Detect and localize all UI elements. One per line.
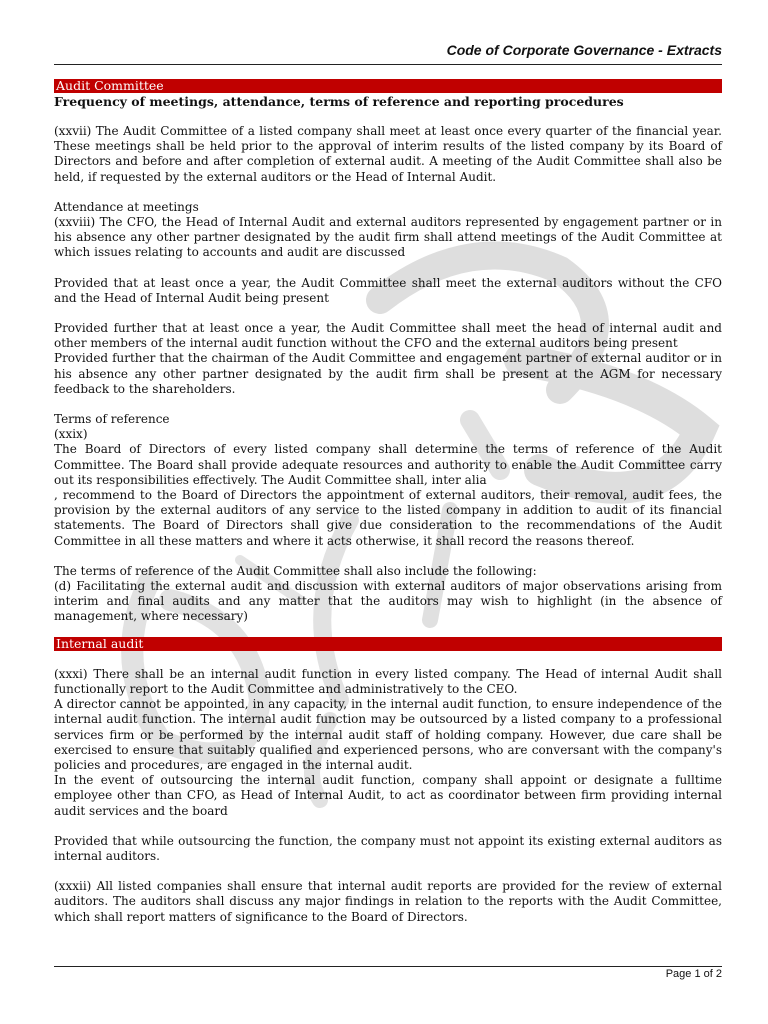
paragraph-proviso-3: Provided further that the chairman of the Audit Committee and engagement partner of external auditor or in his absence any other partner designated by the audit firm shall be present at the AGM for necessary feedback to the shareholders.: [54, 351, 722, 396]
paragraph-xxvii: (xxvii) The Audit Committee of a listed company shall meet at least once every quarter of the financial year. These meetings shall be held prior to the approval of interim results of the listed company by its Board of Directors and before and after completion of external audit. A meeting of the Audit Committee shall also be held, if requested by the external auditors or the Head of Internal Audit.: [54, 124, 722, 184]
paragraph-recommend: , recommend to the Board of Directors the appointment of external auditors, their removal, audit fees, the provision by the external auditors of any service to the listed company in addition to audit of its financial statements. The Board of Directors shall give due consideration to the recommendations of the Audit Committee in all these matters and where it acts otherwise, it shall record the reasons thereof.: [54, 488, 722, 548]
paragraph-item-d: (d) Facilitating the external audit and discussion with external auditors of major observations arising from interim and final audits and any matter that the auditors may wish to highlight (in the absence of management, where necessary): [54, 579, 722, 624]
footer-divider: [54, 966, 722, 967]
paragraph-proviso-1: Provided that at least once a year, the Audit Committee shall meet the external auditors without the CFO and the Head of Internal Audit being present: [54, 275, 722, 305]
document-body: [54, 79, 722, 925]
paragraph-director-independence: A director cannot be appointed, in any capacity, in the internal audit function, to ensure independence of the internal audit function. The internal audit function may be outsourced by a listed company to a professional services firm or be performed by the internal audit staff of holding company. However, due care shall be exercised to ensure that suitably qualified and experienced persons, who are conversant with the company's policies and procedures, are engaged in the internal audit.: [54, 697, 722, 772]
page-number: Page 1 of 2: [665, 968, 722, 980]
paragraph-terms-include: The terms of reference of the Audit Committee shall also include the following:: [54, 563, 537, 578]
document-header-title: Code of Corporate Governance - Extracts: [446, 42, 722, 58]
paragraph-proviso-2: Provided further that at least once a year, the Audit Committee shall meet the head of internal audit and other members of the internal audit function without the CFO and the external auditors being present: [54, 321, 722, 351]
label-attendance: Attendance at meetings: [54, 199, 199, 214]
section-heading-audit-committee: Audit Committee: [54, 79, 722, 93]
label-terms-of-reference: Terms of reference: [54, 412, 170, 427]
paragraph-xxxi: (xxxi) There shall be an internal audit function in every listed company. The Head of internal Audit shall functionally report to the Audit Committee and administratively to the CEO.: [54, 666, 722, 696]
section-subheading: Frequency of meetings, attendance, terms of reference and reporting procedures: [54, 94, 624, 109]
paragraph-outsourcing-proviso: Provided that while outsourcing the function, the company must not appoint its existing external auditors as internal auditors.: [54, 833, 722, 863]
header-divider: [54, 64, 722, 65]
paragraph-outsourcing: In the event of outsourcing the internal audit function, company shall appoint or designate a fulltime employee other than CFO, as Head of Internal Audit, to act as coordinator between firm providing internal audit services and the board: [54, 773, 722, 818]
paragraph-xxviii: (xxviii) The CFO, the Head of Internal Audit and external auditors represented by engagement partner or in his absence any other partner designated by the audit firm shall attend meetings of the Audit Committee at which issues relating to accounts and audit are discussed: [54, 215, 722, 260]
label-xxix: (xxix): [54, 427, 88, 442]
paragraph-xxix: The Board of Directors of every listed company shall determine the terms of reference of the Audit Committee. The Board shall provide adequate resources and authority to enable the Audit Committee carry out its responsibilities effectively. The Audit Committee shall, inter alia: [54, 442, 722, 487]
section-heading-internal-audit: Internal audit: [54, 637, 722, 651]
paragraph-xxxii: (xxxii) All listed companies shall ensure that internal audit reports are provided for the review of external auditors. The auditors shall discuss any major findings in relation to the reports with the Audit Committee, which shall report matters of significance to the Board of Directors.: [54, 879, 722, 924]
